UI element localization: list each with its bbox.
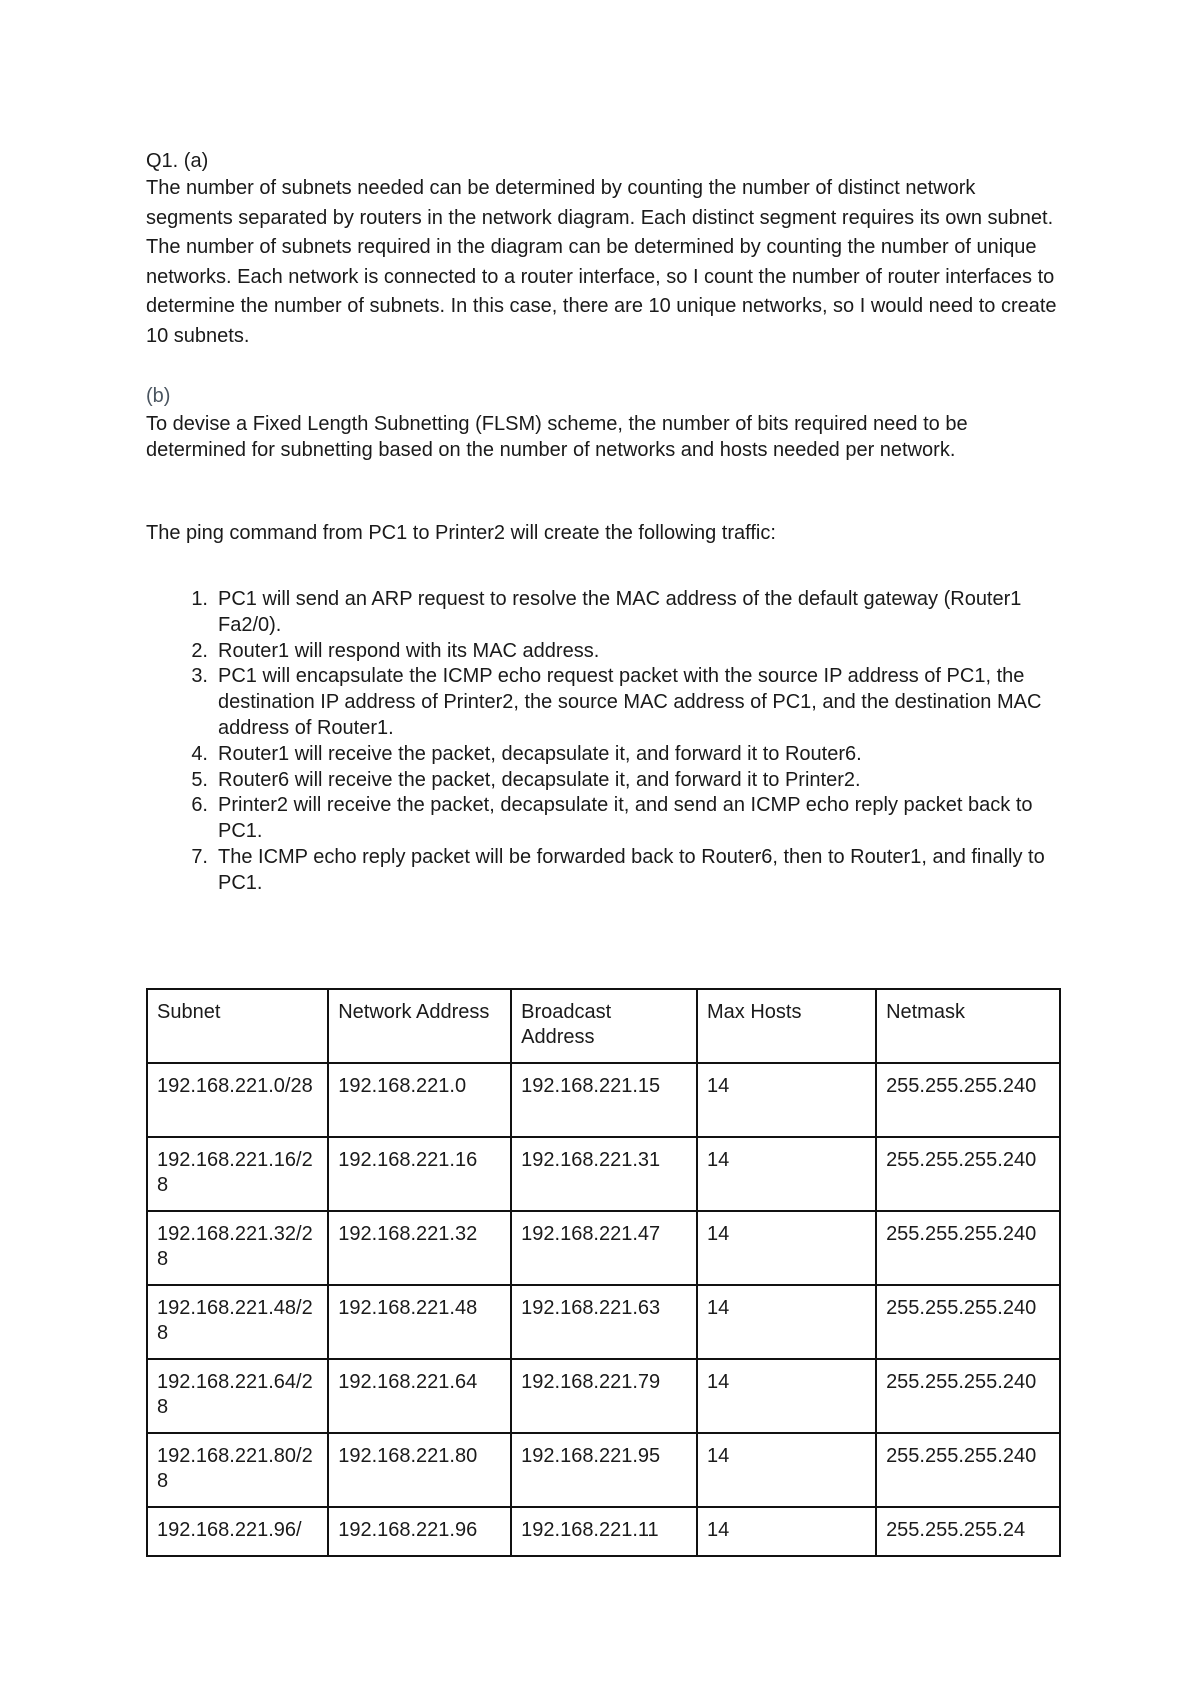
header-broadcast-address: Broadcast Address bbox=[511, 989, 697, 1063]
cell-subnet: 192.168.221.48/28 bbox=[147, 1285, 328, 1359]
cell-netmask: 255.255.255.240 bbox=[876, 1063, 1060, 1137]
step-number: 3. bbox=[191, 665, 208, 688]
step-number: 4. bbox=[191, 742, 208, 765]
cell-broadcast-address: 192.168.221.79 bbox=[511, 1359, 697, 1433]
cell-broadcast-address: 192.168.221.95 bbox=[511, 1433, 697, 1507]
cell-broadcast-address: 192.168.221.31 bbox=[511, 1137, 697, 1211]
cell-broadcast-address: 192.168.221.47 bbox=[511, 1211, 697, 1285]
cell-netmask: 255.255.255.240 bbox=[876, 1211, 1060, 1285]
step-text: Router1 will respond with its MAC address. bbox=[218, 639, 600, 662]
step-number: 2. bbox=[191, 639, 208, 662]
cell-netmask: 255.255.255.240 bbox=[876, 1137, 1060, 1211]
cell-netmask: 255.255.255.240 bbox=[876, 1433, 1060, 1507]
cell-broadcast-address: 192.168.221.63 bbox=[511, 1285, 697, 1359]
cell-subnet: 192.168.221.0/28 bbox=[147, 1063, 328, 1137]
cell-max-hosts: 14 bbox=[697, 1507, 876, 1556]
list-item bbox=[146, 639, 1066, 665]
cell-netmask: 255.255.255.240 bbox=[876, 1285, 1060, 1359]
step-text: The ICMP echo reply packet will be forwarded back to Router6, then to Router1, and finally to PC1. bbox=[218, 845, 1045, 894]
list-item bbox=[146, 845, 1066, 897]
step-text: PC1 will encapsulate the ICMP echo request packet with the source IP address of PC1, the destination IP address of Printer2, the source MAC address of PC1, and the destination MAC address of Router1. bbox=[218, 665, 1042, 739]
cell-network-address: 192.168.221.48 bbox=[328, 1285, 511, 1359]
cell-max-hosts: 14 bbox=[697, 1063, 876, 1137]
cell-max-hosts: 14 bbox=[697, 1433, 876, 1507]
cell-network-address: 192.168.221.16 bbox=[328, 1137, 511, 1211]
cell-subnet: 192.168.221.80/28 bbox=[147, 1433, 328, 1507]
header-network-address: Network Address bbox=[328, 989, 511, 1063]
cell-netmask: 255.255.255.24 bbox=[876, 1507, 1060, 1556]
table-row bbox=[147, 1285, 1060, 1359]
ping-intro-text: The ping command from PC1 to Printer2 will create the following traffic: bbox=[146, 522, 776, 544]
list-item bbox=[146, 793, 1066, 845]
cell-subnet: 192.168.221.16/28 bbox=[147, 1137, 328, 1211]
table-row bbox=[147, 1211, 1060, 1285]
table-row bbox=[147, 1137, 1060, 1211]
part-a-paragraph: The number of subnets needed can be determined by counting the number of distinct network segments separated by routers in the network diagram. Each distinct segment requires its own subnet. The number of subnets required in the diagram can be determined by counting the number of unique networks. Each network is connected to a router interface, so I count the number of router interfaces to determine the number of subnets. In this case, there are 10 unique networks, so I would need to create 10 subnets. bbox=[146, 177, 1057, 347]
table-row bbox=[147, 1507, 1060, 1556]
step-text: Router6 will receive the packet, decapsulate it, and forward it to Printer2. bbox=[218, 768, 861, 791]
table-header-row bbox=[147, 989, 1060, 1063]
step-text: Printer2 will receive the packet, decapsulate it, and send an ICMP echo reply packet back to PC1. bbox=[218, 794, 1033, 843]
step-text: Router1 will receive the packet, decapsulate it, and forward it to Router6. bbox=[218, 742, 862, 765]
list-item bbox=[146, 742, 1066, 768]
cell-network-address: 192.168.221.32 bbox=[328, 1211, 511, 1285]
list-item bbox=[146, 664, 1066, 741]
cell-subnet: 192.168.221.32/28 bbox=[147, 1211, 328, 1285]
cell-subnet: 192.168.221.96/ bbox=[147, 1507, 328, 1556]
cell-network-address: 192.168.221.80 bbox=[328, 1433, 511, 1507]
step-number: 7. bbox=[191, 845, 208, 868]
header-netmask: Netmask bbox=[876, 989, 1060, 1063]
cell-network-address: 192.168.221.0 bbox=[328, 1063, 511, 1137]
cell-max-hosts: 14 bbox=[697, 1285, 876, 1359]
part-b-paragraph: To devise a Fixed Length Subnetting (FLSM) scheme, the number of bits required need to be determined for subnetting based on the number of networks and hosts needed per network. bbox=[146, 413, 968, 461]
cell-max-hosts: 14 bbox=[697, 1359, 876, 1433]
cell-max-hosts: 14 bbox=[697, 1211, 876, 1285]
cell-broadcast-address: 192.168.221.15 bbox=[511, 1063, 697, 1137]
table-row bbox=[147, 1433, 1060, 1507]
header-subnet: Subnet bbox=[147, 989, 328, 1063]
part-b-label: (b) bbox=[146, 385, 171, 407]
traffic-steps-list bbox=[146, 587, 1066, 897]
cell-subnet: 192.168.221.64/28 bbox=[147, 1359, 328, 1433]
step-number: 1. bbox=[191, 588, 208, 610]
step-text: PC1 will send an ARP request to resolve the MAC address of the default gateway (Router1 Fa2/0). bbox=[218, 588, 1022, 636]
table-row bbox=[147, 1063, 1060, 1137]
cell-network-address: 192.168.221.96 bbox=[328, 1507, 511, 1556]
table-row bbox=[147, 1359, 1060, 1433]
question-title: Q1. (a) bbox=[146, 150, 209, 172]
cell-broadcast-address: 192.168.221.11 bbox=[511, 1507, 697, 1556]
list-item bbox=[146, 768, 1066, 794]
subnet-table bbox=[146, 988, 1061, 1557]
header-max-hosts: Max Hosts bbox=[697, 989, 876, 1063]
cell-network-address: 192.168.221.64 bbox=[328, 1359, 511, 1433]
step-number: 6. bbox=[191, 794, 208, 817]
cell-netmask: 255.255.255.240 bbox=[876, 1359, 1060, 1433]
cell-max-hosts: 14 bbox=[697, 1137, 876, 1211]
step-number: 5. bbox=[191, 768, 208, 791]
list-item bbox=[146, 587, 1066, 639]
